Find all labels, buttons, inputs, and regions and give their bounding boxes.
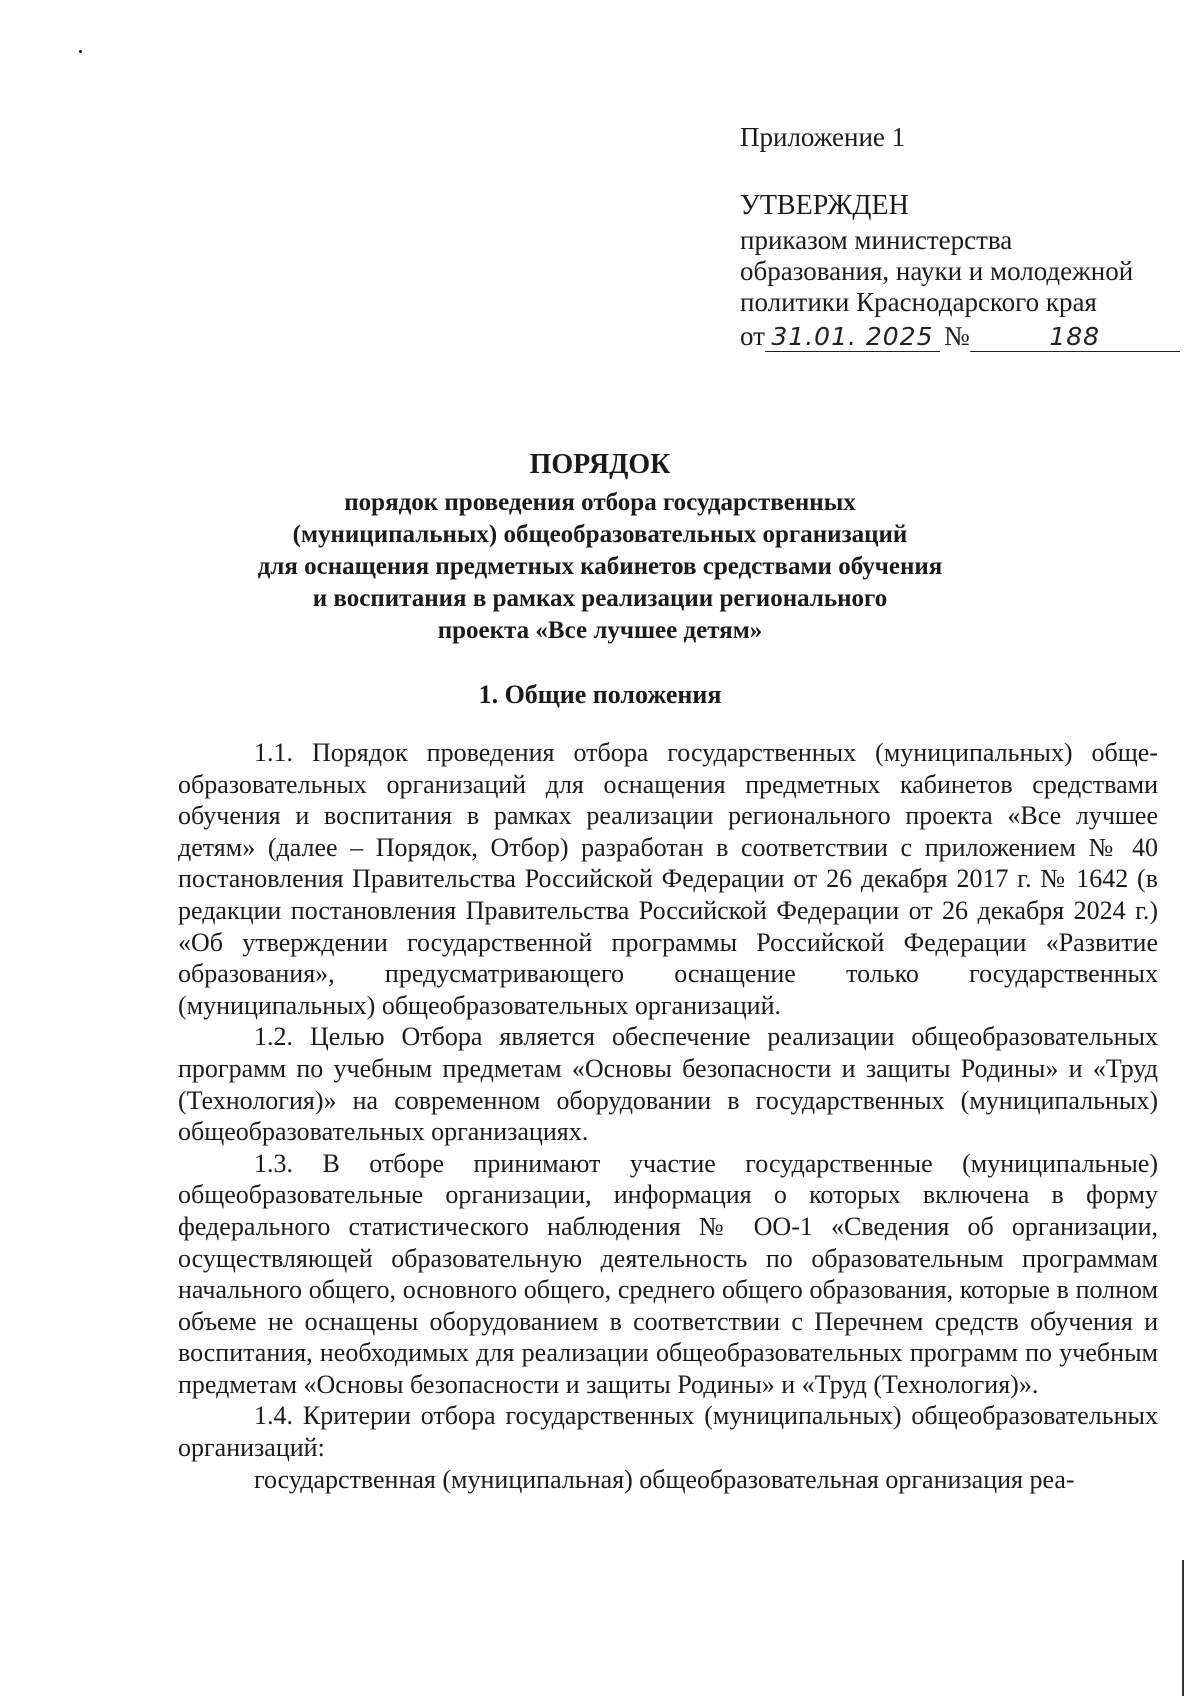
document-subtitle-line-3: для оснащения предметных кабинетов средствами обучения bbox=[257, 553, 943, 580]
document-title-block bbox=[180, 448, 1020, 647]
approval-line-3: политики Краснодарского края bbox=[740, 287, 1097, 317]
scan-speck bbox=[79, 50, 82, 53]
document-title: ПОРЯДОК bbox=[529, 449, 671, 480]
approval-line-1: приказом министерства bbox=[740, 225, 1013, 255]
document-subtitle-line-2: (муниципальных) общеобразовательных организаций bbox=[292, 521, 908, 548]
paragraph-1-2: 1.2. Целью Отбора является обеспечение реализации общеобразовательных программ по учебным предметам «Основы безопасности и защиты Родины» и «Труд (Технология)» на современном оборудовании в государственных (муниципальных) общеобразовательных организациях. bbox=[178, 1022, 1158, 1147]
handwritten-date: 31.01. 2025 bbox=[765, 323, 940, 352]
paragraph-1-4: 1.4. Критерии отбора государственных (муниципальных) общеобразовательных организаций: bbox=[178, 1401, 1158, 1463]
paragraph-1-3: 1.3. В отборе принимают участие государственные (муниципальные) общеобразовательные организации, информация о которых включена в форму федерального статистического наблюдения № ОО-1 «Сведения об организации, осуществляющей образовательную деятельность по образовательным программам начального общего, основного общего, среднего общего образования, которые в полном объеме не оснащены оборудованием в соответствии с Перечнем средств обучения и воспитания, необходимых для реализации общеобразовательных программ по учебным предметам «Основы безопасности и защиты Родины» и «Труд (Технология)». bbox=[178, 1148, 1158, 1399]
section-heading: 1. Общие положения bbox=[478, 680, 722, 709]
appendix-label: Приложение 1 bbox=[740, 122, 906, 152]
paragraph-criteria-start: государственная (муниципальная) общеобразовательная организация реа- bbox=[254, 1464, 1075, 1494]
paragraph-1-1: 1.1. Порядок проведения отбора государственных (муниципальных) общеобразовательных организаций для оснащения предметных кабинетов средствами обучения и воспитания в рамках реализации регионального проекта «Все лучшее детям» (далее – Порядок, Отбор) разработан в соответствии с приложением № 40 постановления Правительства Российской Федерации от 26 декабря 2017 г. № 1642 (в редакции постановления Правительства Российской Федерации от 26 декабря 2024 г.) «Об утверждении государственной программы Российской Федерации «Развитие образования», предусматривающего оснащение только государственных (муниципальных) общеобразовательных организаций. bbox=[178, 738, 1158, 1020]
handwritten-number: 188 bbox=[970, 323, 1180, 352]
document-body bbox=[178, 737, 1158, 1495]
approval-block bbox=[740, 122, 1180, 352]
approved-stamp-text: УТВЕРЖДЕН bbox=[740, 190, 909, 221]
date-number-line bbox=[740, 321, 1180, 352]
date-prefix: от bbox=[740, 321, 765, 351]
document-subtitle-line-1: порядок проведения отбора государственных bbox=[344, 489, 856, 516]
document-subtitle-line-5: проекта «Все лучшее детям» bbox=[437, 617, 763, 644]
number-sign: № bbox=[943, 321, 970, 351]
document-subtitle-line-4: и воспитания в рамках реализации регионального bbox=[312, 585, 888, 612]
approval-line-2: образования, науки и молодежной bbox=[740, 256, 1134, 286]
scan-edge-line bbox=[1182, 1560, 1184, 1696]
